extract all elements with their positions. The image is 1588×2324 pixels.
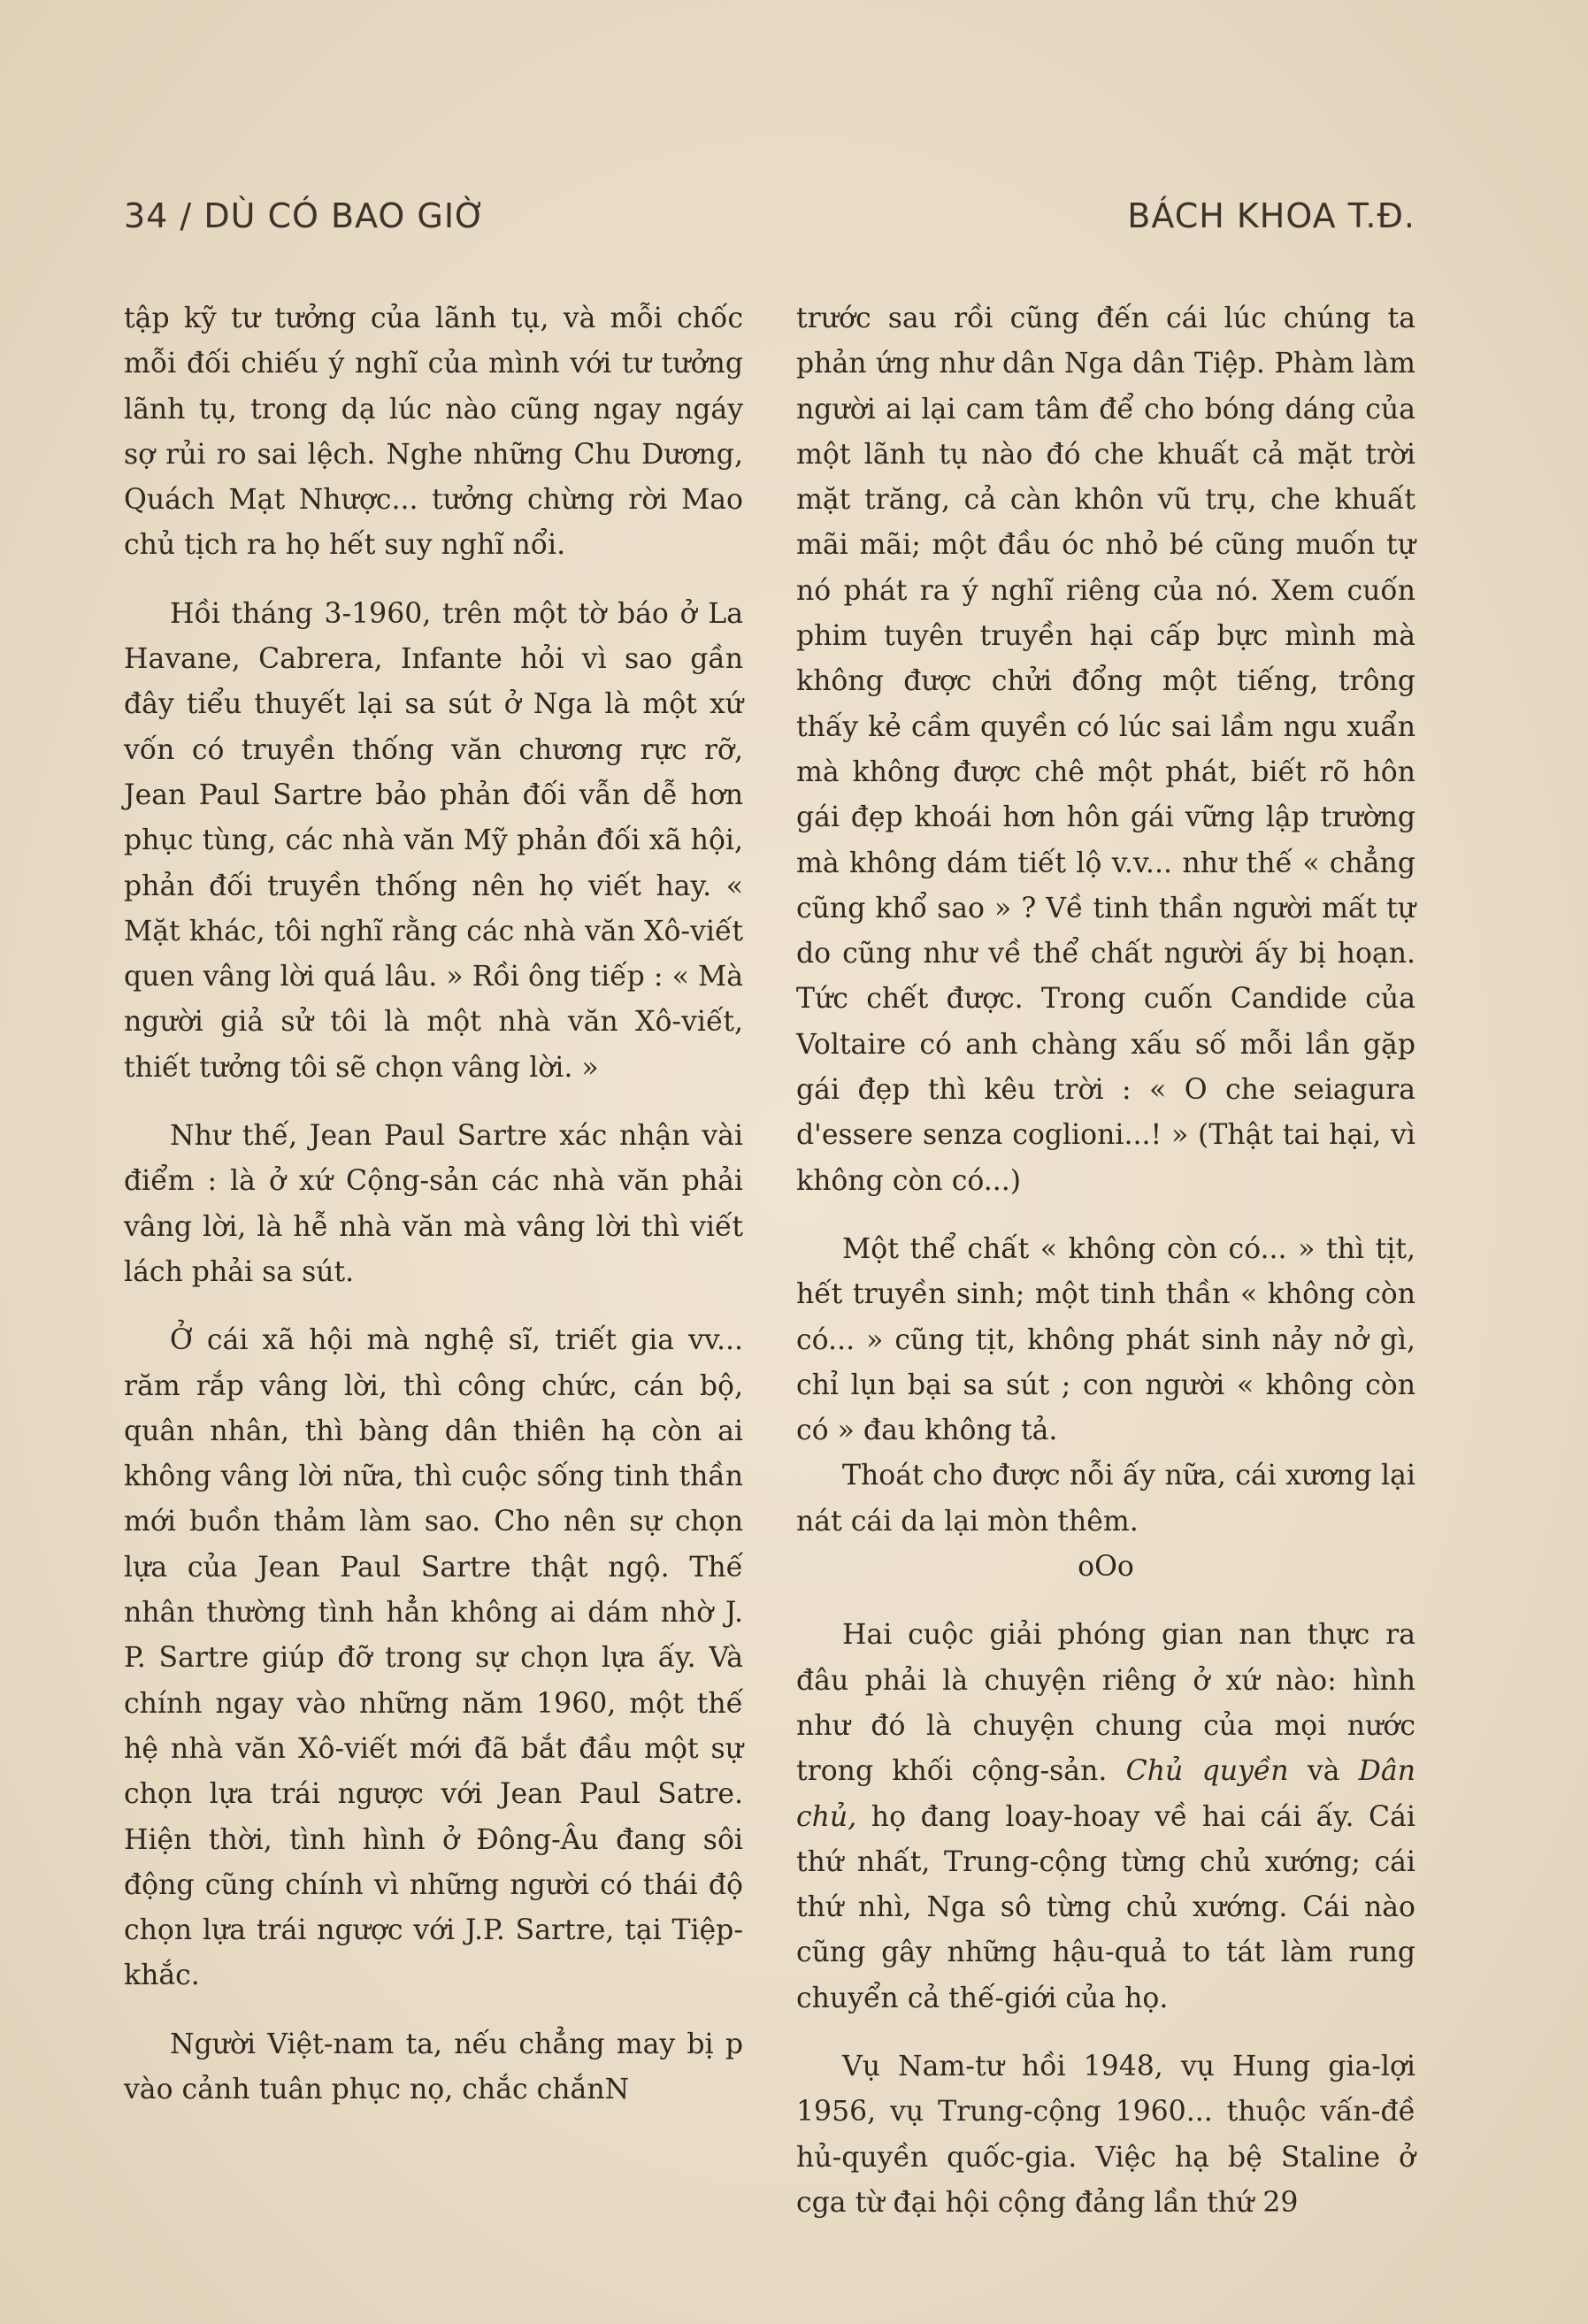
paragraph: Một thể chất « không còn có... » thì tịt, hết truyền sinh; một tinh thần « không còn có... » cũng tịt, không phát sinh nảy nở gì, chỉ lụn bại sa sút ; con người « không còn có » đau không tả.: [796, 1232, 1415, 1447]
paragraph: [796, 1613, 1415, 2021]
paragraph: Hồi tháng 3-1960, trên một tờ báo ở La Havane, Cabrera, Infante hỏi vì sao gần đây tiểu thuyết lại sa sút ở Nga là một xứ vốn có truyền thống văn chương rực rỡ, Jean Paul Sartre bảo phản đối vẫn dễ hơn phục tùng, các nhà văn Mỹ phản đối xã hội, phản đối truyền thống nên họ viết hay. « Mặt khác, tôi nghĩ rằng các nhà văn Xô-viết quen vâng lời quá lâu. » Rồi ông tiếp : « Mà người giả sử tôi là một nhà văn Xô-viết, thiết tưởng tôi sẽ chọn vâng lời. »: [124, 597, 743, 1084]
paragraph: Vụ Nam-tư hồi 1948, vụ Hung gia-lợi 1956, vụ Trung-cộng 1960... thuộc vấn-đề hủ-quyền quốc-gia. Việc hạ bệ Staline ở cga từ đại hội cộng đảng lần thứ 29: [796, 2050, 1415, 2219]
italic-term: Chủ quyền: [1125, 1755, 1289, 1788]
text-run: và: [1307, 1755, 1340, 1788]
italic-term: Dân chủ,: [796, 1755, 1415, 1833]
text-run: họ đang loay-hoay về hai cái ấy. Cái thứ nhất, Trung-cộng từng chủ xướng; cái thứ nhì, Nga sô từng chủ xướng. Cái nào cũng gây những hậu-quả to tát làm rung chuyển cả thế-giới của họ.: [796, 1800, 1415, 2014]
text-run: Hai cuộc giải phóng gian nan thực ra đâu phải là chuyện riêng ở xứ nào: hình như đó là chuyện chung của mọi nước trong khối cộng-sản.: [796, 1619, 1415, 1788]
right-column: [796, 296, 1415, 2226]
paragraph: Như thế, Jean Paul Sartre xác nhận vài điểm : là ở xứ Cộng-sản các nhà văn phải vâng lời, là hễ nhà văn mà vâng lời thì viết lách phải sa sút.: [124, 1120, 743, 1288]
header-publication: BÁCH KHOA T.Đ.: [1127, 196, 1415, 235]
header-page-title: 34 / DÙ CÓ BAO GIỜ: [124, 196, 487, 235]
running-header: [124, 196, 1415, 249]
paragraph: tập kỹ tư tưởng của lãnh tụ, và mỗi chốc mỗi đối chiếu ý nghĩ của mình với tư tưởng lãnh tụ, trong dạ lúc nào cũng ngay ngáy sợ rủi ro sai lệch. Nghe những Chu Dương, Quách Mạt Nhược... tưởng chừng rời Mao chủ tịch ra họ hết suy nghĩ nổi.: [124, 303, 743, 562]
left-column: [124, 296, 743, 2113]
section-separator: oOo: [1078, 1551, 1134, 1584]
paragraph: Người Việt-nam ta, nếu chẳng may bị p vào cảnh tuân phục nọ, chắc chắnN: [124, 2028, 743, 2105]
paragraph: trước sau rồi cũng đến cái lúc chúng ta phản ứng như dân Nga dân Tiệp. Phàm làm người ai lại cam tâm để cho bóng dáng của một lãnh tụ nào đó che khuất cả mặt trời mặt trăng, cả càn khôn vũ trụ, che khuất mãi mãi; một đầu óc nhỏ bé cũng muốn tự nó phát ra ý nghĩ riêng của nó. Xem cuốn phim tuyên truyền hại cấp bực mình mà không được chửi đổng một tiếng, trông thấy kẻ cầm quyền có lúc sai lầm ngu xuẩn mà không được chê một phát, biết rõ hôn gái đẹp khoái hơn hôn gái vững lập trường mà không dám tiết lộ v.v... như thế « chẳng cũng khổ sao » ? Về tinh thần người mất tự do cũng như về thể chất người ấy bị hoạn. Tức chết được. Trong cuốn Candide của Voltaire có anh chàng xấu số mỗi lần gặp gái đẹp thì kêu trời : « O che seiagura d'essere senza coglioni...! » (Thật tai hại, vì không còn có...): [796, 303, 1415, 1197]
paragraph: Ở cái xã hội mà nghệ sĩ, triết gia vv... răm rắp vâng lời, thì công chức, cán bộ, quân nhân, thì bàng dân thiên hạ còn ai không vâng lời nữa, thì cuộc sống tinh thần mới buồn thảm làm sao. Cho nên sự chọn lựa của Jean Paul Sartre thật ngộ. Thế nhân thường tình hẳn không ai dám nhờ J. P. Sartre giúp đỡ trong sự chọn lựa ấy. Và chính ngay vào những năm 1960, một thế hệ nhà văn Xô-viết mới đã bắt đầu một sự chọn lựa trái ngược với Jean Paul Satre. Hiện thời, tình hình ở Đông-Âu đang sôi động cũng chính vì những người có thái độ chọn lựa trái ngược với J.P. Sartre, tại Tiệp-khắc.: [124, 1324, 743, 1992]
paragraph: Thoát cho được nỗi ấy nữa, cái xương lại nát cái da lại mòn thêm.: [796, 1460, 1415, 1538]
